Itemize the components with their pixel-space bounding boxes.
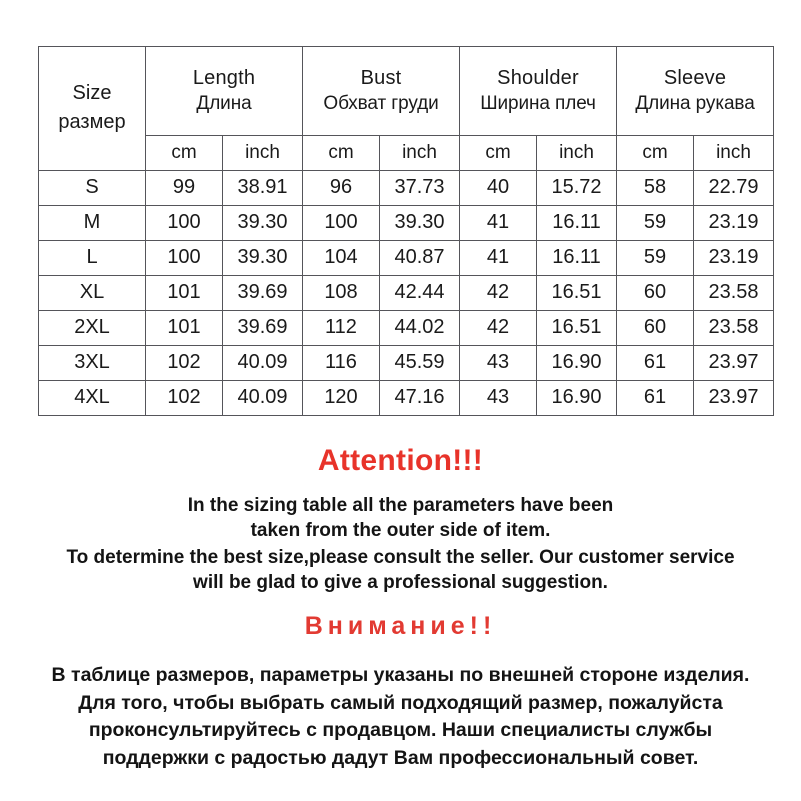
- cell-sleeve-cm: 60: [617, 311, 694, 346]
- cell-sleeve-inch: 23.58: [694, 276, 774, 311]
- cell-length-cm: 101: [146, 276, 223, 311]
- header-unit-shoulder-cm: cm: [460, 136, 537, 171]
- header-group-bust-en: Bust: [360, 66, 402, 89]
- cell-sleeve-cm: 59: [617, 241, 694, 276]
- cell-shoulder-inch: 15.72: [537, 171, 617, 206]
- header-group-length-en: Length: [192, 66, 256, 89]
- row-size-label: 4XL: [39, 381, 146, 416]
- cell-length-inch: 39.69: [223, 276, 303, 311]
- cell-sleeve-inch: 23.19: [694, 241, 774, 276]
- table-row: [39, 276, 774, 311]
- attention-heading-en: Attention!!!: [317, 444, 484, 477]
- cell-shoulder-cm: 41: [460, 241, 537, 276]
- header-group-length: [146, 47, 303, 136]
- cell-sleeve-inch: 23.97: [694, 381, 774, 416]
- cell-sleeve-cm: 58: [617, 171, 694, 206]
- attention-heading-ru: Внимание!!: [304, 612, 497, 640]
- notice-line: Для того, чтобы выбрать самый подходящий размер, пожалуйста: [78, 691, 723, 714]
- size-chart-table-container: [38, 46, 771, 416]
- header-group-sleeve: [617, 47, 774, 136]
- table-row: [39, 346, 774, 381]
- header-unit-sleeve-cm: cm: [617, 136, 694, 171]
- table-header-row-units: [39, 136, 774, 171]
- cell-bust-inch: 45.59: [380, 346, 460, 381]
- cell-shoulder-cm: 43: [460, 346, 537, 381]
- cell-bust-cm: 104: [303, 241, 380, 276]
- notice-paragraph-en-2: [0, 545, 801, 595]
- header-group-bust: [303, 47, 460, 136]
- cell-sleeve-cm: 61: [617, 381, 694, 416]
- header-size-en: Size: [72, 82, 112, 105]
- row-size-label: XL: [39, 276, 146, 311]
- row-size-label: L: [39, 241, 146, 276]
- cell-shoulder-cm: 42: [460, 276, 537, 311]
- header-unit-bust-inch: inch: [380, 136, 460, 171]
- row-size-label: 3XL: [39, 346, 146, 381]
- cell-length-inch: 39.30: [223, 206, 303, 241]
- cell-length-inch: 39.30: [223, 241, 303, 276]
- table-row: [39, 241, 774, 276]
- table-row: [39, 381, 774, 416]
- size-chart-table: [38, 46, 774, 416]
- notice-line: проконсультируйтесь с продавцом. Наши специалисты службы: [88, 719, 713, 742]
- cell-length-inch: 40.09: [223, 346, 303, 381]
- cell-sleeve-inch: 23.58: [694, 311, 774, 346]
- header-group-shoulder-ru: Ширина плеч: [480, 93, 596, 115]
- notice-line: taken from the outer side of item.: [250, 520, 551, 542]
- cell-bust-cm: 112: [303, 311, 380, 346]
- cell-shoulder-inch: 16.51: [537, 311, 617, 346]
- cell-shoulder-inch: 16.11: [537, 241, 617, 276]
- notice-line: поддержки с радостью дадут Вам профессиональный совет.: [102, 747, 699, 770]
- table-row: [39, 171, 774, 206]
- row-size-label: S: [39, 171, 146, 206]
- cell-sleeve-cm: 60: [617, 276, 694, 311]
- cell-shoulder-inch: 16.51: [537, 276, 617, 311]
- cell-bust-cm: 96: [303, 171, 380, 206]
- cell-bust-inch: 39.30: [380, 206, 460, 241]
- cell-length-inch: 40.09: [223, 381, 303, 416]
- cell-bust-inch: 42.44: [380, 276, 460, 311]
- table-header-row-groups: [39, 47, 774, 136]
- cell-bust-inch: 40.87: [380, 241, 460, 276]
- table-row: [39, 206, 774, 241]
- notice-line: To determine the best size,please consult the seller. Our customer service: [66, 547, 735, 568]
- cell-bust-cm: 116: [303, 346, 380, 381]
- cell-sleeve-inch: 22.79: [694, 171, 774, 206]
- cell-bust-cm: 100: [303, 206, 380, 241]
- notice-paragraph-ru: [0, 662, 801, 773]
- cell-shoulder-cm: 41: [460, 206, 537, 241]
- header-group-bust-ru: Обхват груди: [323, 93, 439, 115]
- cell-sleeve-cm: 59: [617, 206, 694, 241]
- header-group-sleeve-ru: Длина рукава: [635, 93, 755, 115]
- notice-line: will be glad to give a professional suggestion.: [193, 572, 608, 594]
- cell-length-inch: 39.69: [223, 311, 303, 346]
- header-group-shoulder: [460, 47, 617, 136]
- cell-bust-inch: 47.16: [380, 381, 460, 416]
- notice-paragraph-en-1: [0, 493, 801, 543]
- cell-sleeve-cm: 61: [617, 346, 694, 381]
- cell-shoulder-cm: 43: [460, 381, 537, 416]
- cell-length-cm: 99: [146, 171, 223, 206]
- header-unit-length-inch: inch: [223, 136, 303, 171]
- cell-shoulder-cm: 40: [460, 171, 537, 206]
- header-unit-bust-cm: cm: [303, 136, 380, 171]
- row-size-label: 2XL: [39, 311, 146, 346]
- cell-shoulder-cm: 42: [460, 311, 537, 346]
- header-group-length-ru: Длина: [196, 93, 252, 115]
- cell-shoulder-inch: 16.90: [537, 346, 617, 381]
- cell-length-cm: 102: [146, 346, 223, 381]
- cell-bust-cm: 108: [303, 276, 380, 311]
- cell-sleeve-inch: 23.97: [694, 346, 774, 381]
- table-body: [39, 171, 774, 416]
- table-row: [39, 311, 774, 346]
- header-group-shoulder-en: Shoulder: [497, 66, 579, 89]
- header-unit-length-cm: cm: [146, 136, 223, 171]
- cell-sleeve-inch: 23.19: [694, 206, 774, 241]
- cell-length-cm: 102: [146, 381, 223, 416]
- header-group-sleeve-en: Sleeve: [663, 66, 727, 89]
- cell-length-cm: 101: [146, 311, 223, 346]
- cell-shoulder-inch: 16.11: [537, 206, 617, 241]
- table-header: [39, 47, 774, 171]
- cell-length-inch: 38.91: [223, 171, 303, 206]
- header-unit-shoulder-inch: inch: [537, 136, 617, 171]
- notice-line: In the sizing table all the parameters have been: [187, 495, 614, 516]
- cell-bust-inch: 37.73: [380, 171, 460, 206]
- notice-line: В таблице размеров, параметры указаны по внешней стороне изделия.: [51, 664, 750, 686]
- cell-bust-cm: 120: [303, 381, 380, 416]
- cell-bust-inch: 44.02: [380, 311, 460, 346]
- header-size-ru: размер: [58, 111, 126, 133]
- row-size-label: M: [39, 206, 146, 241]
- cell-length-cm: 100: [146, 206, 223, 241]
- cell-length-cm: 100: [146, 241, 223, 276]
- cell-shoulder-inch: 16.90: [537, 381, 617, 416]
- header-unit-sleeve-inch: inch: [694, 136, 774, 171]
- header-size: [39, 47, 146, 171]
